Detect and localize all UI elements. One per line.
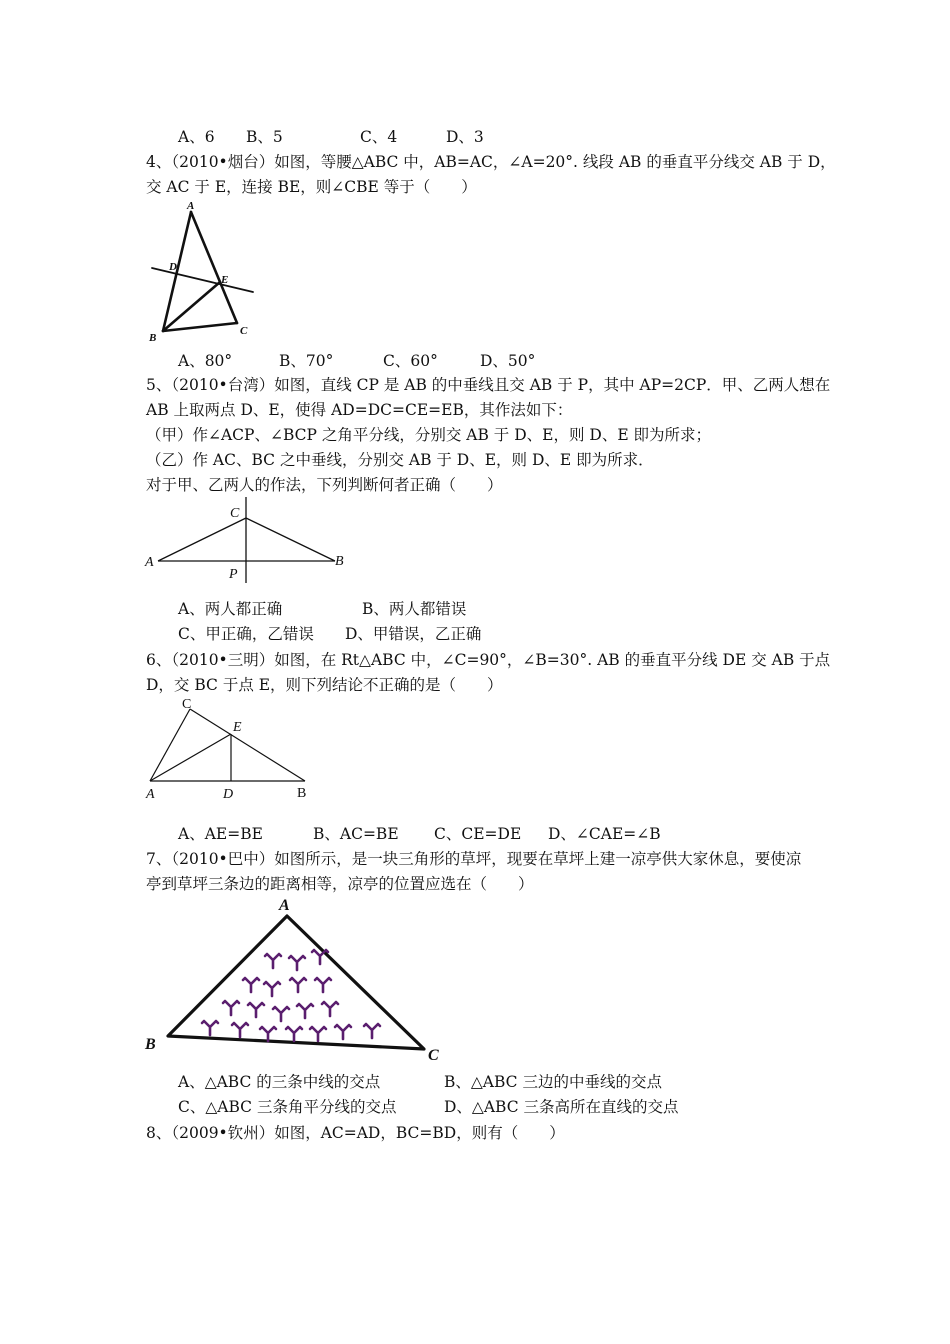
q4-stem-line2: 交 AC 于 E，连接 BE，则∠CBE 等于（ ） bbox=[146, 178, 477, 196]
q4-option-b: B、70° bbox=[279, 352, 334, 370]
q5-options-row2 bbox=[178, 624, 481, 644]
q6-options bbox=[178, 824, 661, 844]
q5-option-c: C、甲正确，乙错误 bbox=[178, 625, 314, 643]
grass-tuft-icon bbox=[335, 1025, 351, 1039]
grass-tuft-icon bbox=[202, 1021, 218, 1035]
q4-option-c: C、60° bbox=[383, 352, 438, 370]
grass-tuft-icon bbox=[248, 1003, 264, 1017]
q5-label-p: P bbox=[229, 567, 238, 582]
q6-option-c: C、CE=DE bbox=[434, 825, 522, 843]
q6-option-a: A、AE=BE bbox=[178, 825, 263, 843]
grass-tuft-icon bbox=[264, 982, 280, 996]
grass-tuft-icon bbox=[260, 1027, 276, 1041]
q5-method-jia: （甲）作∠ACP、∠BCP 之角平分线，分别交 AB 于 D、E，则 D、E 即为所求； bbox=[146, 426, 712, 444]
q5-stem-line2: AB 上取两点 D、E，使得 AD=DC=CE=EB，其作法如下： bbox=[146, 401, 573, 419]
q5-segment-ac bbox=[158, 518, 246, 561]
q5-segment-bc bbox=[246, 518, 335, 561]
grass-tuft-icon bbox=[290, 978, 306, 992]
q4-perpendicular-bisector bbox=[152, 268, 253, 292]
q4-figure bbox=[140, 198, 270, 346]
grass-tuft-icon bbox=[289, 956, 305, 970]
grass-tuft-icon bbox=[273, 1007, 289, 1021]
q5-question: 对于甲、乙两人的作法，下列判断何者正确（ ） bbox=[146, 476, 503, 494]
q3-option-a: A、6 bbox=[178, 128, 215, 146]
q5-option-d: D、甲错误，乙正确 bbox=[345, 625, 482, 643]
q6-side-cb bbox=[190, 709, 305, 781]
q6-segment-ae bbox=[150, 734, 231, 781]
q4-label-c: C bbox=[240, 325, 248, 337]
q6-label-b: B bbox=[297, 786, 307, 801]
q4-stem-line1: 4、（2010•烟台）如图，等腰△ABC 中，AB=AC，∠A=20°. 线段 AB 的垂直平分线交 AB 于 D， bbox=[146, 153, 836, 171]
grass-tuft-icon bbox=[223, 1001, 239, 1015]
q6-stem-line2: D，交 BC 于点 E，则下列结论不正确的是（ ） bbox=[146, 676, 503, 694]
q5-method-yi: （乙）作 AC、BC 之中垂线，分别交 AB 于 D、E，则 D、E 即为所求． bbox=[146, 451, 654, 469]
q6-label-a: A bbox=[146, 787, 155, 802]
q6-option-d: D、∠CAE=∠B bbox=[548, 825, 661, 843]
grass-tuft-icon bbox=[364, 1024, 380, 1038]
q4-options bbox=[178, 351, 535, 371]
q7-options-row1 bbox=[178, 1072, 662, 1092]
q6-label-e: E bbox=[233, 720, 242, 735]
q7-option-c: C、△ABC 三条角平分线的交点 bbox=[178, 1098, 397, 1116]
q6-label-d: D bbox=[223, 787, 234, 802]
grass-tuft-icon bbox=[322, 1002, 338, 1016]
q7-option-d: D、△ABC 三条高所在直线的交点 bbox=[444, 1098, 679, 1116]
q7-stem-line1: 7、（2010•巴中）如图所示，是一块三角形的草坪，现要在草坪上建一凉亭供大家休息，要使凉 bbox=[146, 850, 802, 868]
q6-side-ac bbox=[150, 709, 190, 781]
q5-figure bbox=[140, 495, 355, 590]
grass-tuft-icon bbox=[286, 1027, 302, 1041]
q5-label-c: C bbox=[230, 506, 240, 521]
grass-tuft-icon bbox=[232, 1023, 248, 1037]
q5-label-a: A bbox=[145, 555, 154, 570]
q3-options bbox=[178, 127, 484, 147]
q7-option-a: A、△ABC 的三条中线的交点 bbox=[178, 1073, 381, 1091]
grass-tuft-icon bbox=[297, 1004, 313, 1018]
q6-option-b: B、AC=BE bbox=[313, 825, 399, 843]
q7-label-c: C bbox=[428, 1047, 439, 1064]
q7-option-b: B、△ABC 三边的中垂线的交点 bbox=[444, 1073, 662, 1091]
q5-stem-line1: 5、（2010•台湾）如图，直线 CP 是 AB 的中垂线且交 AB 于 P，其中 AP=2CP．甲、乙两人想在 bbox=[146, 376, 831, 394]
grass-tuft-icon bbox=[243, 978, 259, 992]
q7-stem-line2: 亭到草坪三条边的距离相等，凉亭的位置应选在（ ） bbox=[146, 875, 534, 893]
grass-tuft-icon bbox=[312, 950, 328, 964]
q4-side-bc bbox=[163, 323, 237, 331]
q5-option-a: A、两人都正确 bbox=[178, 600, 283, 618]
q3-option-d: D、3 bbox=[446, 128, 484, 146]
q5-options-row1 bbox=[178, 599, 466, 619]
q4-label-d: D bbox=[169, 261, 177, 273]
q4-label-e: E bbox=[221, 274, 229, 286]
q5-label-b: B bbox=[335, 554, 344, 569]
q3-option-c: C、4 bbox=[360, 128, 398, 146]
grass-tuft-icon bbox=[315, 978, 331, 992]
q7-figure bbox=[140, 892, 450, 1067]
q7-label-b: B bbox=[145, 1036, 156, 1053]
q6-label-c: C bbox=[182, 697, 192, 712]
q6-stem-line1: 6、（2010•三明）如图，在 Rt△ABC 中，∠C=90°，∠B=30°. AB 的垂直平分线 DE 交 AB 于点 bbox=[146, 651, 831, 669]
grass-tuft-icon bbox=[265, 954, 281, 968]
q4-label-b: B bbox=[149, 332, 157, 344]
q6-figure bbox=[140, 695, 320, 805]
q4-option-a: A、80° bbox=[178, 352, 233, 370]
q7-options-row2 bbox=[178, 1097, 679, 1117]
q3-option-b: B、5 bbox=[246, 128, 283, 146]
q5-option-b: B、两人都错误 bbox=[362, 600, 467, 618]
q7-grass-pattern bbox=[202, 950, 380, 1041]
grass-tuft-icon bbox=[310, 1027, 326, 1041]
q4-side-ac bbox=[191, 212, 237, 323]
q7-label-a: A bbox=[279, 897, 290, 914]
q8-stem: 8、（2009•钦州）如图，AC=AD，BC=BD，则有（ ） bbox=[146, 1124, 565, 1142]
q4-option-d: D、50° bbox=[480, 352, 536, 370]
q4-label-a: A bbox=[187, 200, 195, 212]
